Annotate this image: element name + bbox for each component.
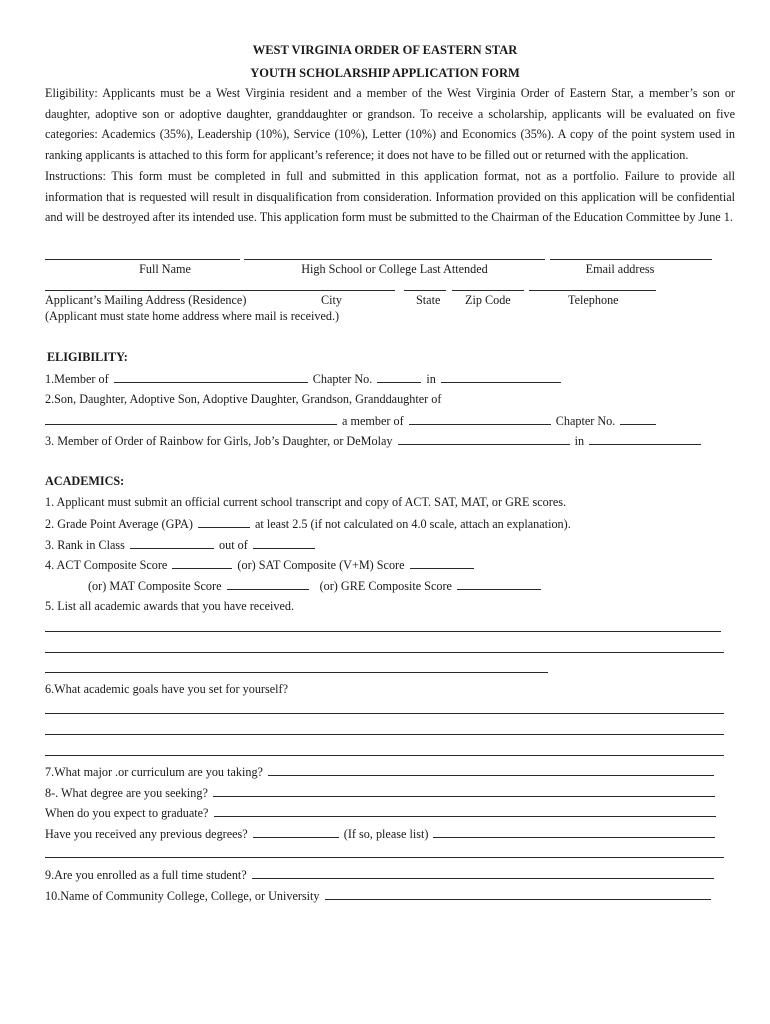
address-line[interactable]: [45, 290, 395, 291]
eligibility-item-1: [45, 371, 563, 387]
member-of-blank[interactable]: [114, 371, 308, 383]
gre-label: (or) GRE Composite Score: [319, 579, 452, 593]
in-label-2: in: [574, 434, 585, 448]
out-of-label: out of: [219, 538, 248, 552]
eligibility-paragraph: Eligibility: Applicants must be a West Virginia resident and a member of the West Virginia Order of Eastern Star, a member’s son or daughter, adoptive son or adoptive daughter, granddaughter or grandson. To receive a scholarship, applicants will be evaluated on five categories: Academics (35%), Leadership (10%), Service (10%), Letter (10%) and Economics (35%). A copy of the point system used in ranking applicants is attached to this form for applicant’s reference; it does not have to be filled out or returned with the application.: [45, 86, 735, 162]
eligibility-item-2: 2.Son, Daughter, Adoptive Son, Adoptive Daughter, Grandson, Granddaughter of: [45, 392, 442, 406]
relative-member-blank[interactable]: [409, 413, 551, 425]
rank-blank[interactable]: [130, 537, 214, 549]
goals-line-1[interactable]: [45, 713, 724, 714]
graduate-blank[interactable]: [214, 805, 716, 817]
eligibility-item-3: [45, 433, 703, 449]
form-title-line2: YOUTH SCHOLARSHIP APPLICATION FORM: [250, 66, 520, 80]
email-label: Email address: [585, 262, 655, 276]
prev-degrees-line-2[interactable]: [45, 857, 724, 858]
state-line[interactable]: [404, 290, 446, 291]
mat-label: (or) MAT Composite Score: [88, 579, 222, 593]
member-of-label: 1.Member of: [45, 372, 109, 386]
school-line[interactable]: [244, 259, 545, 260]
telephone-label: Telephone: [568, 293, 619, 307]
full-time-label: 9.Are you enrolled as a full time student?: [45, 868, 247, 882]
school-label: High School or College Last Attended: [301, 262, 488, 276]
youth-org-location-blank[interactable]: [589, 433, 701, 445]
gpa-blank[interactable]: [198, 516, 250, 528]
act-label: 4. ACT Composite Score: [45, 558, 168, 572]
degree-blank[interactable]: [213, 785, 715, 797]
if-so-label: (If so, please list): [343, 827, 429, 841]
major-blank[interactable]: [268, 764, 714, 776]
mat-blank[interactable]: [227, 578, 309, 590]
academics-item-9: [45, 867, 716, 883]
class-size-blank[interactable]: [253, 537, 315, 549]
gre-blank[interactable]: [457, 578, 541, 590]
academics-item-5: 5. List all academic awards that you have received.: [45, 599, 295, 613]
academics-item-3: [45, 537, 317, 553]
youth-org-blank[interactable]: [398, 433, 570, 445]
state-label: State: [416, 293, 441, 307]
college-name-label: 10.Name of Community College, College, or University: [45, 889, 320, 903]
academics-heading: ACADEMICS:: [45, 474, 125, 488]
graduate-label: When do you expect to graduate?: [45, 806, 209, 820]
gpa-note: at least 2.5 (if not calculated on 4.0 scale, attach an explanation).: [255, 517, 571, 531]
in-location-blank[interactable]: [441, 371, 561, 383]
chapter-no-label-2: Chapter No.: [555, 414, 616, 428]
full-time-blank[interactable]: [252, 867, 714, 879]
zip-line[interactable]: [452, 290, 524, 291]
youth-org-label: 3. Member of Order of Rainbow for Girls, Job’s Daughter, or DeMolay: [45, 434, 393, 448]
relative-name-blank[interactable]: [45, 413, 337, 425]
academics-item-7: [45, 764, 716, 780]
awards-line-2[interactable]: [45, 652, 724, 653]
goals-line-3[interactable]: [45, 755, 724, 756]
chapter-no-blank-2[interactable]: [620, 413, 656, 425]
goals-line-2[interactable]: [45, 734, 724, 735]
in-label: in: [426, 372, 436, 386]
major-label: 7.What major .or curriculum are you taking?: [45, 765, 263, 779]
previous-degrees-row: [45, 826, 717, 842]
address-label: Applicant’s Mailing Address (Residence): [45, 293, 247, 307]
awards-line-3[interactable]: [45, 672, 548, 673]
city-label: City: [321, 293, 342, 307]
email-line[interactable]: [550, 259, 712, 260]
telephone-line[interactable]: [529, 290, 656, 291]
full-name-label: Full Name: [139, 262, 191, 276]
academics-item-2: [45, 516, 571, 532]
awards-line-1[interactable]: [45, 631, 721, 632]
eligibility-heading: ELIGIBILITY:: [47, 350, 128, 364]
academics-item-4b: [88, 578, 543, 594]
graduation-row: [45, 805, 718, 821]
gpa-label: 2. Grade Point Average (GPA): [45, 517, 193, 531]
instructions-paragraph: Instructions: This form must be completed in full and submitted in this application format, not as a portfolio. Failure to provide all information that is requested will result in disqualification from consideration. Information provided on this application will be confidential and will be destroyed after its intended use. This application form must be submitted to the Chairman of the Education Committee by June 1.: [45, 169, 735, 225]
academics-item-8: [45, 785, 717, 801]
academics-item-10: [45, 888, 713, 904]
chapter-no-blank[interactable]: [377, 371, 421, 383]
college-name-blank[interactable]: [325, 888, 711, 900]
eligibility-item-2-line: [45, 413, 658, 429]
degree-label: 8-. What degree are you seeking?: [45, 786, 208, 800]
address-note: (Applicant must state home address where mail is received.): [45, 309, 340, 323]
academics-item-4: [45, 557, 476, 573]
a-member-of-label: a member of: [342, 414, 404, 428]
act-blank[interactable]: [172, 557, 232, 569]
academics-item-6: 6.What academic goals have you set for yourself?: [45, 682, 288, 696]
prev-degrees-list-blank[interactable]: [433, 826, 715, 838]
sat-label: (or) SAT Composite (V+M) Score: [237, 558, 405, 572]
form-title-line1: WEST VIRGINIA ORDER OF EASTERN STAR: [252, 43, 518, 57]
chapter-no-label: Chapter No.: [312, 372, 373, 386]
full-name-line[interactable]: [45, 259, 240, 260]
academics-item-1: 1. Applicant must submit an official current school transcript and copy of ACT. SAT, MAT, or GRE scores.: [45, 495, 567, 509]
zip-label: Zip Code: [465, 293, 511, 307]
prev-degrees-label: Have you received any previous degrees?: [45, 827, 248, 841]
rank-label: 3. Rank in Class: [45, 538, 125, 552]
sat-blank[interactable]: [410, 557, 474, 569]
prev-degrees-blank[interactable]: [253, 826, 339, 838]
